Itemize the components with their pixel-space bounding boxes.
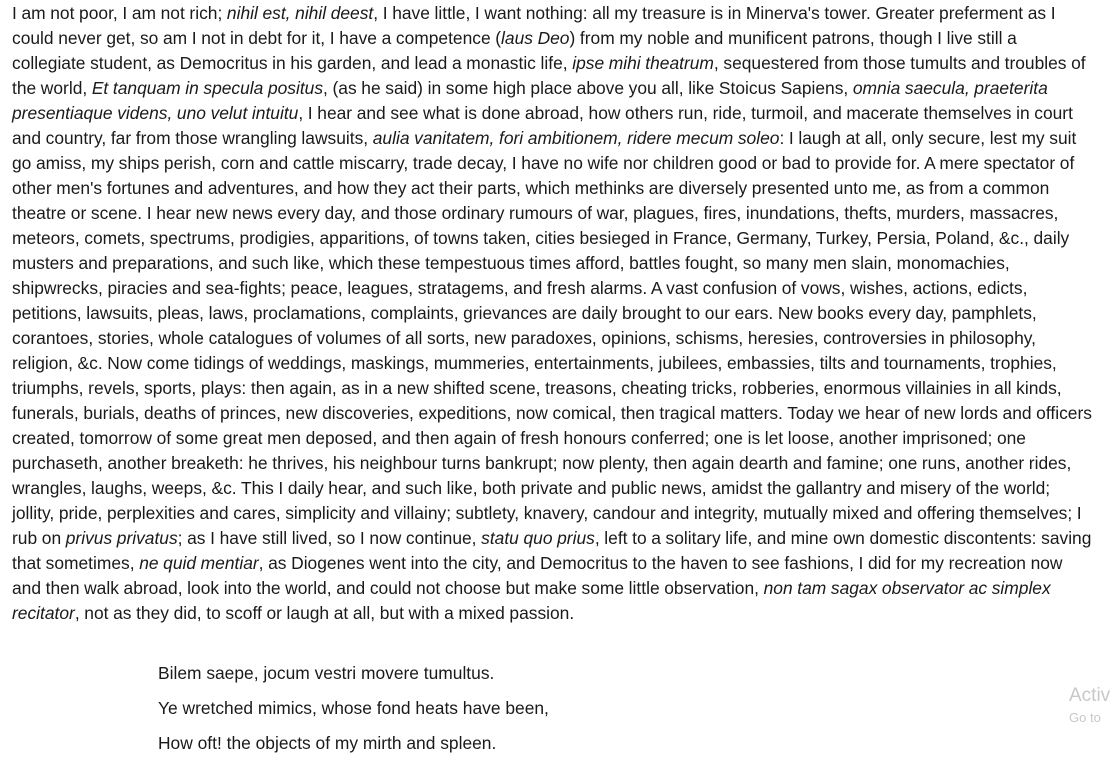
verse-line: Ye wretched mimics, whose fond heats have been, bbox=[158, 698, 549, 718]
verse-line: How oft! the objects of my mirth and spleen. bbox=[158, 733, 497, 753]
watermark-title: Activ bbox=[1069, 685, 1110, 706]
paragraph-text: : I laugh at all, only secure, lest my suit go amiss, my ships perish, corn and cattle miscarry, trade decay, I have no wife nor children good or bad to provide for. A mere spectator of other men's fortunes and adventures, and how they act their parts, which methinks are diversely presented unto me, as from a common theatre or scene. I hear new news every day, and those ordinary rumours of war, plagues, fires, inundations, thefts, murders, massacres, meteors, comets, spectrums, prodigies, apparitions, of towns taken, cities besieged in France, Germany, Turkey, Persia, Poland, &c., daily musters and preparations, and such like, which these tempestuous times afford, battles fought, so many men slain, monomachies, shipwrecks, piracies and sea-fights; peace, leagues, stratagems, and fresh alarms. A vast confusion of vows, wishes, actions, edicts, petitions, lawsuits, pleas, laws, proclamations, complaints, grievances are daily brought to our ears. New books every day, pamphlets, corantoes, stories, whole catalogues of volumes of all sorts, new paradoxes, opinions, schisms, heresies, controversies in philosophy, religion, &c. Now come tidings of weddings, maskings, mummeries, entertainments, jubilees, embassies, tilts and tournaments, trophies, triumphs, revels, sports, plays: then again, as in a new shifted scene, treasons, cheating tricks, robberies, enormous villainies in all kinds, funerals, burials, deaths of princes, new discoveries, expeditions, now comical, then tragical matters. Today we hear of new lords and officers created, tomorrow of some great men deposed, and then again of fresh honours conferred; one is let loose, another imprisoned; one purchaseth, another breaketh: he thrives, his neighbour turns bankrupt; now plenty, then again dearth and famine; one runs, another rides, wrangles, laughs, weeps, &c. This I daily hear, and such like, both private and public news, amidst the gallantry and misery of the world; jollity, pride, perplexities and cares, simplicity and villainy; subtlety, knavery, candour and integrity, mutually mixed and offering themselves; I rub on bbox=[12, 128, 1092, 548]
latin-phrase: privus privatus bbox=[65, 528, 178, 548]
latin-phrase: non tam sagax observator ac simplex recitator bbox=[12, 578, 1051, 623]
paragraph-text: , not as they did, to scoff or laugh at all, but with a mixed passion. bbox=[74, 603, 575, 623]
paragraph-text: ) from my noble and munificent patrons, though I live still a collegiate student, as Democritus in his garden, and lead a monastic life, bbox=[12, 28, 1017, 73]
paragraph-text: , I hear and see what is done abroad, how others run, ride, turmoil, and macerate themselves in court and country, far from those wrangling lawsuits, bbox=[12, 103, 1073, 148]
latin-phrase: Et tanquam in specula positus bbox=[91, 78, 324, 98]
main-paragraph bbox=[12, 1, 1092, 626]
paragraph-text: , (as he said) in some high place above you all, like Stoicus Sapiens, bbox=[323, 78, 853, 98]
paragraph-text: , I have little, I want nothing: all my treasure is in Minerva's tower. Greater preferment as I could never get, so am I not in debt for it, I have a competence ( bbox=[12, 3, 1056, 48]
latin-phrase: aulia vanitatem, fori ambitionem, ridere mecum soleo bbox=[372, 128, 780, 148]
latin-phrase: ne quid mentiar bbox=[139, 553, 259, 573]
paragraph-text: , sequestered from those tumults and troubles of the world, bbox=[12, 53, 1086, 98]
latin-phrase: laus Deo bbox=[501, 28, 570, 48]
activation-watermark bbox=[1069, 684, 1110, 728]
latin-phrase: omnia saecula, praeterita presentiaque videns, uno velut intuitu bbox=[12, 78, 1048, 123]
latin-phrase: ipse mihi theatrum bbox=[572, 53, 714, 73]
verse-line: Bilem saepe, jocum vestri movere tumultus. bbox=[158, 663, 495, 683]
paragraph-text: ; as I have still lived, so I now continue, bbox=[177, 528, 482, 548]
latin-phrase: nihil est, nihil deest bbox=[226, 3, 374, 23]
watermark-subtitle: Go to bbox=[1069, 710, 1101, 725]
latin-phrase: statu quo prius bbox=[481, 528, 595, 548]
paragraph-text: I am not poor, I am not rich; bbox=[12, 3, 227, 23]
paragraph-text: , as Diogenes went into the city, and Democritus to the haven to see fashions, I did for my recreation now and then walk abroad, look into the world, and could not choose but make some little observation, bbox=[12, 553, 1063, 598]
paragraph-text: , left to a solitary life, and mine own domestic discontents: saving that sometimes, bbox=[12, 528, 1092, 573]
